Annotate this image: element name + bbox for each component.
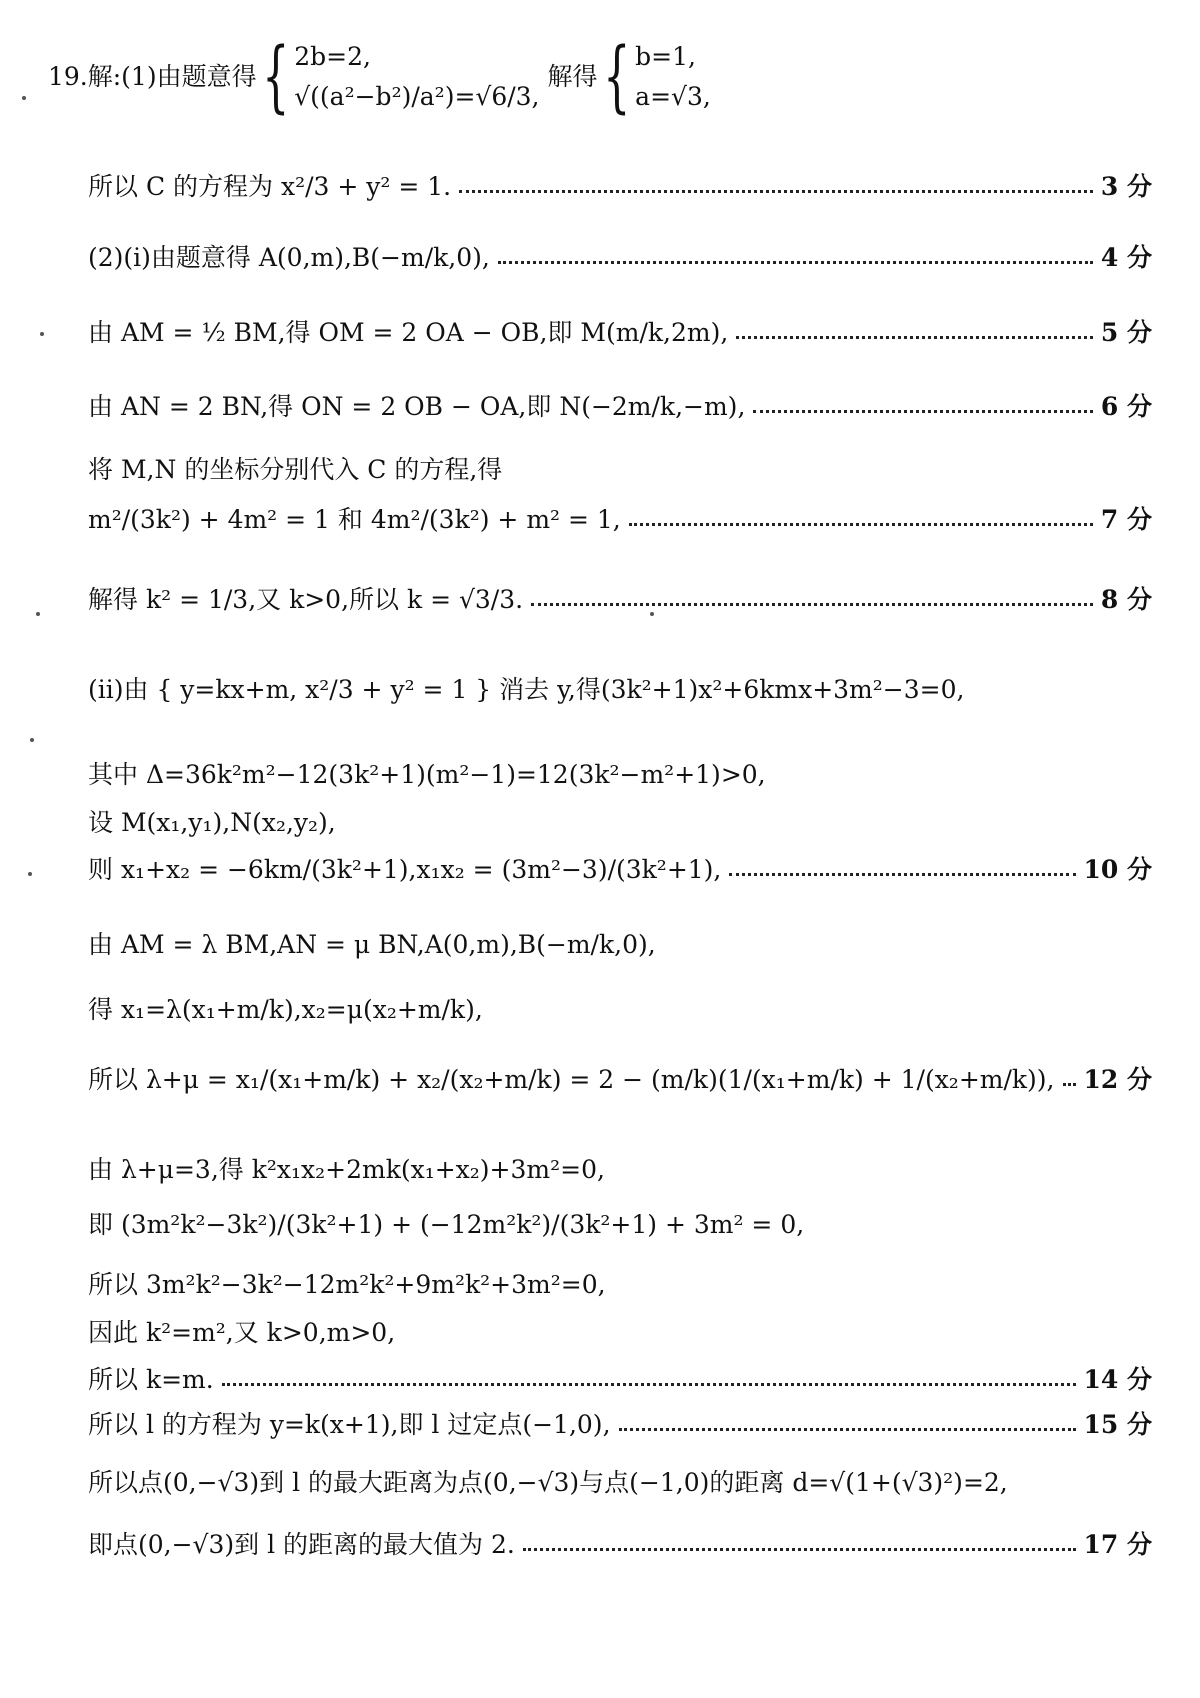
solution-line-text: m²/(3k²) + 4m² = 1 和 4m²/(3k²) + m² = 1, [88, 505, 621, 534]
solution-line-text: 其中 Δ=36k²m²−12(3k²+1)(m²−1)=12(3k²−m²+1)>0, [88, 760, 766, 789]
scan-speck [30, 738, 34, 742]
result-eq-1: b=1, [635, 42, 696, 71]
score-label: 3 分 [1100, 172, 1152, 201]
scan-speck [28, 872, 32, 876]
solution-line-text: 所以点(0,−√3)到 l 的最大距离为点(0,−√3)与点(−1,0)的距离 d=√(1+(√3)²)=2, [88, 1468, 1008, 1497]
score-label: 4 分 [1100, 243, 1152, 272]
dot-leader [523, 1548, 1076, 1551]
solution-line [88, 455, 1152, 485]
score-label: 15 分 [1083, 1410, 1152, 1439]
given-eq-2: √((a²−b²)/a²)=√6/3, [294, 82, 540, 111]
solution-line [88, 1365, 1152, 1395]
solution-line-text: 所以 3m²k²−3k²−12m²k²+9m²k²+3m²=0, [88, 1270, 606, 1299]
solution-line [88, 1210, 1152, 1240]
solution-line-text: 所以 λ+μ = x₁/(x₁+m/k) + x₂/(x₂+m/k) = 2 − (m/k)(1/(x₁+m/k) + 1/(x₂+m/k)), [88, 1065, 1055, 1094]
score-label: 6 分 [1100, 392, 1152, 421]
solution-line-text: (2)(ⅰ)由题意得 A(0,m),B(−m/k,0), [88, 243, 490, 272]
solution-line [88, 243, 1152, 273]
solution-line [88, 930, 1152, 960]
scan-speck [36, 612, 40, 616]
solution-line [88, 1468, 1152, 1498]
solution-line [88, 1155, 1152, 1185]
solution-line-text: 由 λ+μ=3,得 k²x₁x₂+2mk(x₁+x₂)+3m²=0, [88, 1155, 605, 1184]
scan-speck [40, 332, 44, 336]
dot-leader [222, 1383, 1076, 1386]
solution-line-text: 得 x₁=λ(x₁+m/k),x₂=μ(x₂+m/k), [88, 995, 483, 1024]
solution-line [88, 585, 1152, 615]
solution-line-text: 设 M(x₁,y₁),N(x₂,y₂), [88, 808, 336, 837]
dot-leader [531, 603, 1093, 606]
solution-line [88, 808, 1152, 838]
score-label: 7 分 [1100, 505, 1152, 534]
dot-leader [498, 261, 1093, 264]
solution-line-text: 解得 k² = 1/3,又 k>0,所以 k = √3/3. [88, 585, 524, 614]
solution-line-text: 则 x₁+x₂ = −6km/(3k²+1),x₁x₂ = (3m²−3)/(3k²+1), [88, 855, 722, 884]
scan-speck [22, 96, 26, 100]
solve-label: 解得 [547, 62, 598, 91]
given-system [257, 32, 540, 122]
solution-line [88, 505, 1152, 535]
solution-line [88, 675, 1152, 705]
solution-line-text: 由 AM = ½ BM,得 OM = 2 OA − OB,即 M(m/k,2m), [88, 318, 729, 347]
solution-line-text: 因此 k²=m²,又 k>0,m>0, [88, 1318, 396, 1347]
dot-leader [736, 336, 1093, 339]
given-eq-1: 2b=2, [294, 42, 371, 71]
dot-leader [729, 873, 1075, 876]
score-label: 10 分 [1083, 855, 1152, 884]
solution-line [88, 172, 1152, 202]
solution-line [88, 1530, 1152, 1560]
result-eq-2: a=√3, [635, 82, 711, 111]
solution-line [88, 855, 1152, 885]
left-brace-icon: { [602, 32, 631, 122]
solution-line [88, 1318, 1152, 1348]
score-label: 12 分 [1083, 1065, 1152, 1094]
solution-line [88, 392, 1152, 422]
left-brace-icon: { [261, 32, 290, 122]
dot-leader [619, 1428, 1076, 1431]
solution-line-text: 即 (3m²k²−3k²)/(3k²+1) + (−12m²k²)/(3k²+1) + 3m² = 0, [88, 1210, 805, 1239]
solution-line [88, 1270, 1152, 1300]
solution-line-text: (ⅱ)由 { y=kx+m, x²/3 + y² = 1 } 消去 y,得(3k²+1)x²+6kmx+3m²−3=0, [88, 675, 965, 704]
solution-line-text: 所以 l 的方程为 y=k(x+1),即 l 过定点(−1,0), [88, 1410, 611, 1439]
solution-line-text: 由 AM = λ BM,AN = μ BN,A(0,m),B(−m/k,0), [88, 930, 656, 959]
result-system [598, 32, 711, 122]
scan-speck [650, 612, 654, 616]
question-label: 19.解:(1)由题意得 [48, 62, 257, 91]
solution-line-text: 所以 C 的方程为 x²/3 + y² = 1. [88, 172, 452, 201]
score-label: 14 分 [1083, 1365, 1152, 1394]
solution-line [88, 760, 1152, 790]
score-label: 17 分 [1083, 1530, 1152, 1559]
dot-leader [459, 190, 1093, 193]
score-label: 8 分 [1100, 585, 1152, 614]
score-label: 5 分 [1100, 318, 1152, 347]
solution-line-text: 由 AN = 2 BN,得 ON = 2 OB − OA,即 N(−2m/k,−m), [88, 392, 746, 421]
solution-line-text: 即点(0,−√3)到 l 的距离的最大值为 2. [88, 1530, 515, 1559]
solution-line [88, 1065, 1152, 1095]
solution-line-text: 所以 k=m. [88, 1365, 214, 1394]
dot-leader [753, 410, 1093, 413]
solution-header [48, 22, 1152, 132]
solution-line-text: 将 M,N 的坐标分别代入 C 的方程,得 [88, 455, 503, 484]
dot-leader [1063, 1083, 1076, 1086]
solution-line [88, 318, 1152, 348]
dot-leader [629, 523, 1093, 526]
solution-line [88, 995, 1152, 1025]
solution-line [88, 1410, 1152, 1440]
